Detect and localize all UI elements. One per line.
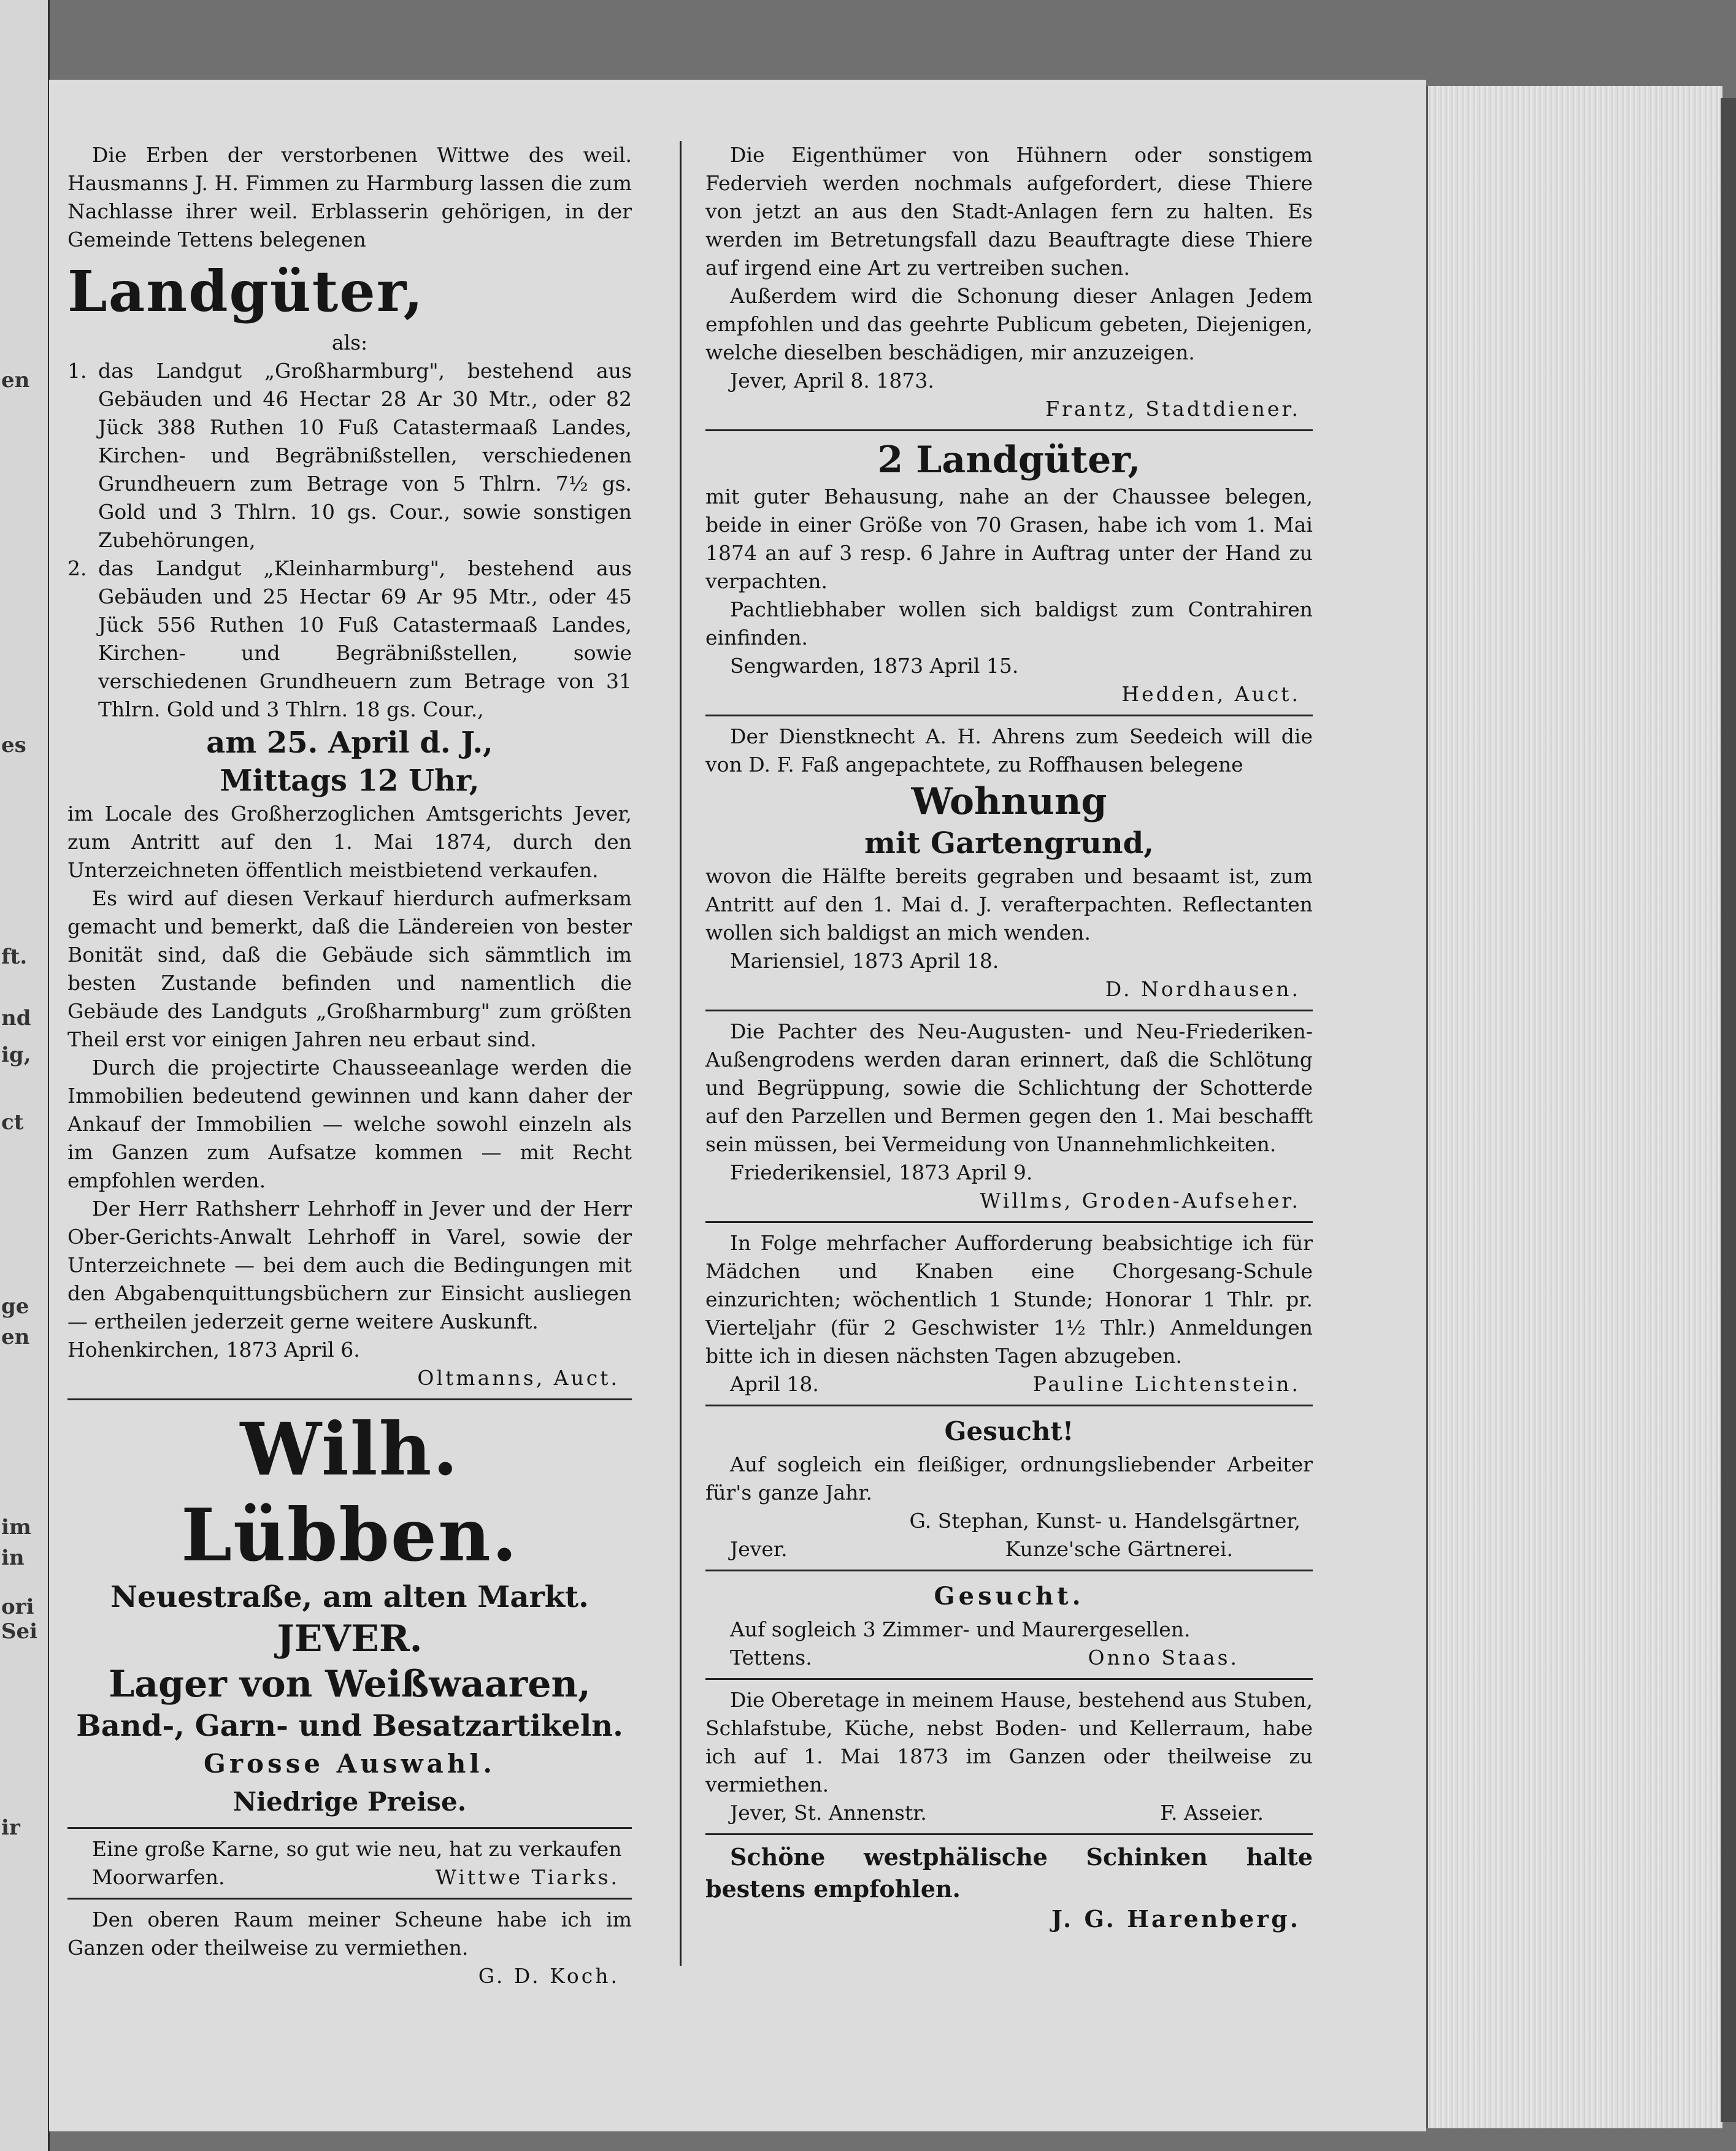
schinken-ad xyxy=(705,1841,1313,1933)
ad-text: Eine große Karne, so gut wie neu, hat zu verkaufen xyxy=(92,1837,622,1861)
signature: F. Asseier. xyxy=(1160,1801,1264,1825)
signature: D. Nordhausen. xyxy=(1105,977,1300,1001)
signature: Onno Staas. xyxy=(1088,1646,1239,1670)
gesucht-gesellen-ad xyxy=(705,1578,1313,1672)
estate-sale-body: Der Herr Rathsherr Lehrhoff in Jever und der Herr Ober-Gerichts-Anwalt Lehrhoff in Varel, sowie der Unterzeichnete — bei dem auch die Bedingungen mit den Abgabenquittungsbüchern zur Einsicht ausliegen — ertheilen jederzeit gerne weitere Auskunft. xyxy=(67,1197,632,1333)
ad-footer xyxy=(705,1644,1313,1672)
signature: Frantz, Stadtdiener. xyxy=(1045,397,1300,421)
ad-separator xyxy=(705,1570,1313,1571)
ad-separator xyxy=(705,715,1313,716)
ad-separator xyxy=(705,1221,1313,1223)
chorgesang-ad xyxy=(705,1229,1313,1398)
ad-text: Auf sogleich 3 Zimmer- und Maurergesellen. xyxy=(730,1617,1191,1641)
ad-separator xyxy=(67,1827,632,1829)
signature: Pauline Lichtenstein. xyxy=(1032,1372,1300,1396)
signature: Oltmanns, Auct. xyxy=(417,1366,620,1390)
ad-text: Außerdem wird die Schonung dieser Anlagen Jedem empfohlen und das geehrte Publicum gebeten, Diejenigen, welche dieselben beschädigen, mir anzuzeigen. xyxy=(705,284,1313,364)
book-shadow xyxy=(1721,98,1736,2122)
ad-heading: Gesucht! xyxy=(944,1416,1074,1446)
ad-text: Die Oberetage in meinem Hause, bestehend aus Stuben, Schlafstube, Küche, nebst Boden- und Kellerraum, habe ich auf 1. Mai 1873 im Ganzen oder theilweise zu vermiethen. xyxy=(705,1688,1313,1796)
place-date: Mariensiel, 1873 April 18. xyxy=(730,949,999,973)
merchant-name: Wilh. Lübben. xyxy=(181,1406,518,1578)
auction-time: Mittags 12 Uhr, xyxy=(220,764,480,798)
karne-ad xyxy=(67,1835,632,1892)
signature: Hedden, Auct. xyxy=(1121,682,1300,706)
estate-item xyxy=(67,554,632,724)
estate-sale-intro: Die Erben der verstorbenen Wittwe des weil. Hausmanns J. H. Fimmen zu Harmburg lassen die zum Nachlasse ihrer weil. Erblasserin gehörigen, in der Gemeinde Tettens belegenen xyxy=(67,143,632,251)
ad-separator xyxy=(705,1010,1313,1011)
estate-item-text: das Landgut „Kleinharmburg", bestehend aus Gebäuden und 25 Hectar 69 Ar 95 Mtr., oder 45 Jück 556 Ruthen 10 Fuß Catastermaaß Landes, Kirchen- und Begräbnißstellen, sowie verschiedenen Grundheuern zum Betrage von 31 Thlrn. Gold und 3 Thlrn. 18 gs. Cour., xyxy=(98,556,632,721)
ad-heading: Wohnung xyxy=(911,780,1107,823)
ad-footer xyxy=(705,1370,1313,1398)
date: April 18. xyxy=(730,1372,819,1396)
ad-text: Die Eigenthümer von Hühnern oder sonstigem Federvieh werden nochmals aufgefordert, diese Thiere von jetzt an aus den Stadt-Anlagen fern zu halten. Es werden im Betretungsfall dazu Beauftragte diese Thiere auf irgend eine Art zu vertreiben suchen. xyxy=(705,143,1313,280)
auction-date: am 25. April d. J., xyxy=(206,726,493,760)
place: Jever. xyxy=(730,1537,788,1561)
merchant-line: Band-, Garn- und Besatzartikeln. xyxy=(76,1709,623,1743)
ad-text: In Folge mehrfacher Aufforderung beabsichtige ich für Mädchen und Knaben eine Chorgesang-Schule einzurichten; wöchentlich 1 Stunde; Honorar 1 Thlr. pr. Vierteljahr (für 2 Geschwister 1½ Thlr.) Anmeldungen bitte ich in diesen nächsten Tagen abzugeben. xyxy=(705,1231,1313,1368)
ad-footer xyxy=(705,1799,1313,1827)
ad-text: Der Dienstknecht A. H. Ahrens zum Seedeich will die von D. F. Faß angepachtete, zu Roffhausen belegene xyxy=(705,724,1313,776)
estate-sale-als: als: xyxy=(331,331,368,355)
landgueter-ad xyxy=(705,437,1313,708)
signature: Wittwe Tiarks. xyxy=(435,1865,620,1889)
ad-separator xyxy=(67,1398,632,1400)
place: Tettens. xyxy=(730,1646,812,1670)
gesucht-arbeiter-ad xyxy=(705,1413,1313,1563)
luebben-ad xyxy=(67,1406,632,1821)
merchant-city: JEVER. xyxy=(277,1617,423,1660)
scheune-ad xyxy=(67,1906,632,1990)
ad-text: Die Pachter des Neu-Augusten- und Neu-Friederiken-Außengrodens werden daran erinnert, daß die Schlötung und Begrüppung, sowie die Schlichtung der Schotterde auf den Parzellen und Bermen gegen den 1. Mai beschafft sein müssen, bei Vermeidung von Unannehmlichkeiten. xyxy=(705,1019,1313,1156)
federvieh-ad xyxy=(705,141,1313,423)
estate-sale-heading: Landgüter, xyxy=(67,258,424,324)
signature: G. D. Koch. xyxy=(478,1964,620,1988)
place: Moorwarfen. xyxy=(92,1865,225,1889)
pachter-ad xyxy=(705,1018,1313,1215)
merchant-address: Neuestraße, am alten Markt. xyxy=(110,1580,589,1614)
left-column xyxy=(67,141,632,1990)
estate-sale-body: Es wird auf diesen Verkauf hierdurch aufmerksam gemacht und bemerkt, daß die Ländereien von bester Bonität sind, daß die Gebäude sich sämmtlich im besten Zustande befinden und namentlich die Gebäude des Landguts „Großharmburg" zum größten Theil erst vor einigen Jahren neu erbaut sind. xyxy=(67,886,632,1051)
adjacent-page-edge: en es ft. nd ig, ct ge en im in ori Sei ir xyxy=(0,0,50,2151)
estate-item-text: das Landgut „Großharmburg", bestehend aus Gebäuden und 46 Hectar 28 Ar 30 Mtr., oder 82 Jück 388 Ruthen 10 Fuß Catastermaaß Landes, Kirchen- und Begräbnißstellen, verschiedenen Grundheuern zum Betrage von 5 Thlrn. 7½ gs. Gold und 3 Thlrn. 10 gs. Cour., sowie sonstigen Zubehörungen, xyxy=(98,359,632,552)
estate-sale-body: im Locale des Großherzoglichen Amtsgerichts Jever, zum Antritt auf den 1. Mai 1874, durch den Unterzeichneten öffentlich meistbietend verkaufen. xyxy=(67,802,632,882)
ad-text: Schöne westphälische Schinken halte bestens empfohlen. xyxy=(705,1843,1313,1903)
estate-sale-body: Durch die projectirte Chausseeanlage werden die Immobilien bedeutend gewinnen und kann daher der Ankauf der Immobilien — welche sowohl einzeln als im Ganzen zum Aufsatze kommen — mit Recht empfohlen werden. xyxy=(67,1056,632,1192)
place: Jever, St. Annenstr. xyxy=(730,1801,927,1825)
book-page-edges xyxy=(1426,86,1723,2128)
merchant-line: Lager von Weißwaaren, xyxy=(109,1663,591,1706)
signature: G. Stephan, Kunst- u. Handelsgärtner, xyxy=(909,1509,1300,1533)
signature: Kunze'sche Gärtnerei. xyxy=(1005,1537,1233,1561)
place-date: Jever, April 8. 1873. xyxy=(730,369,934,393)
right-column xyxy=(705,141,1313,1933)
estate-item-number: 2. xyxy=(67,556,87,580)
oberetage-ad xyxy=(705,1686,1313,1827)
ad-separator xyxy=(705,1405,1313,1406)
ad-separator xyxy=(67,1898,632,1900)
estate-item-number: 1. xyxy=(67,359,87,383)
ad-text: wovon die Hälfte bereits gegraben und besaamt ist, zum Antritt auf den 1. Mai d. J. verafterpachten. Reflectanten wollen sich baldigst an mich wenden. xyxy=(705,864,1313,945)
wohnung-ad xyxy=(705,723,1313,1003)
ad-separator xyxy=(705,1678,1313,1680)
merchant-line: Grosse Auswahl. xyxy=(204,1749,496,1779)
estate-item xyxy=(67,357,632,554)
ad-text: Pachtliebhaber wollen sich baldigst zum Contrahiren einfinden. xyxy=(705,597,1313,650)
ad-subheading: mit Gartengrund, xyxy=(864,826,1154,861)
ad-separator xyxy=(705,429,1313,431)
ad-heading: Gesucht. xyxy=(934,1582,1085,1611)
ad-text: Auf sogleich ein fleißiger, ordnungsliebender Arbeiter für's ganze Jahr. xyxy=(705,1452,1313,1505)
place-date: Hohenkirchen, 1873 April 6. xyxy=(67,1338,360,1362)
column-divider xyxy=(680,141,682,1966)
ad-footer xyxy=(705,1535,1313,1563)
signature: J. G. Harenberg. xyxy=(1051,1905,1300,1933)
ad-text: Den oberen Raum meiner Scheune habe ich im Ganzen oder theilweise zu vermiethen. xyxy=(67,1908,632,1960)
ad-text: mit guter Behausung, nahe an der Chaussee belegen, beide in einer Größe von 70 Grasen, habe ich vom 1. Mai 1874 an auf 3 resp. 6 Jahre in Auftrag unter der Hand zu verpachten. xyxy=(705,485,1313,593)
ad-separator xyxy=(705,1833,1313,1835)
place-date: Friederikensiel, 1873 April 9. xyxy=(730,1160,1033,1184)
ad-heading: 2 Landgüter, xyxy=(877,439,1141,481)
ad-footer xyxy=(67,1863,632,1892)
signature: Willms, Groden-Aufseher. xyxy=(980,1189,1300,1213)
estate-sale-ad xyxy=(67,141,632,1392)
place-date: Sengwarden, 1873 April 15. xyxy=(730,654,1019,678)
merchant-line: Niedrige Preise. xyxy=(232,1787,467,1817)
